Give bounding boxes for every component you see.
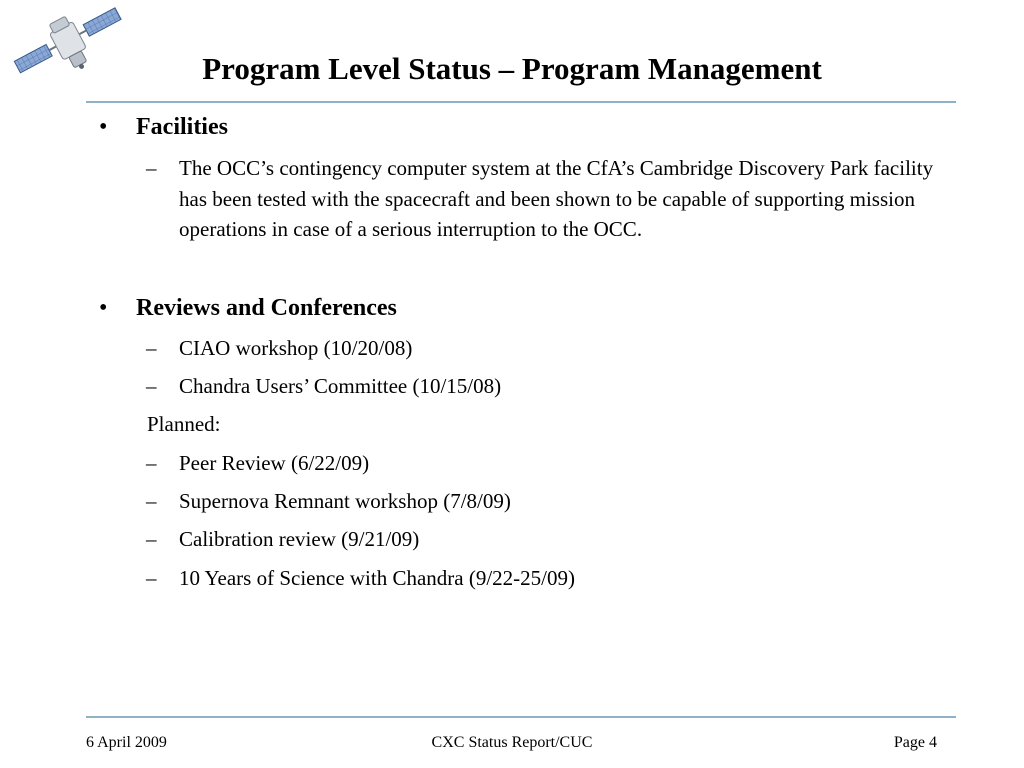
footer-divider <box>86 716 956 718</box>
facilities-paragraph: The OCC’s contingency computer system at the CfA’s Cambridge Discovery Park facility has been tested with the spacecraft and been shown to be capable of supporting mission operations in case of a serious interruption to the OCC. <box>179 156 934 241</box>
bullet-mark: • <box>99 114 108 140</box>
list-item-text: Supernova Remnant workshop (7/8/09) <box>179 489 511 513</box>
dash-mark: – <box>146 451 157 475</box>
dash-mark: – <box>146 156 157 180</box>
list-item-text: Calibration review (9/21/09) <box>179 527 420 551</box>
dash-mark: – <box>146 566 157 590</box>
dash-mark: – <box>146 336 157 360</box>
dash-mark: – <box>146 374 157 398</box>
heading-facilities: Facilities <box>136 114 228 140</box>
list-item-text: 10 Years of Science with Chandra (9/22-25/09) <box>179 566 576 590</box>
heading-reviews: Reviews and Conferences <box>136 295 397 321</box>
dash-mark: – <box>146 489 157 513</box>
list-item-text: Chandra Users’ Committee (10/15/08) <box>179 374 502 398</box>
footer-report-title: CXC Status Report/CUC <box>431 734 593 751</box>
bullet-mark: • <box>99 295 108 321</box>
dash-mark: – <box>146 527 157 551</box>
footer-date: 6 April 2009 <box>86 734 167 751</box>
list-item-text: Peer Review (6/22/09) <box>179 451 370 475</box>
slide-title: Program Level Status – Program Management <box>202 51 822 86</box>
list-item-text: CIAO workshop (10/20/08) <box>179 336 413 360</box>
footer-page-number: Page 4 <box>893 734 937 751</box>
planned-label: Planned: <box>147 412 221 436</box>
